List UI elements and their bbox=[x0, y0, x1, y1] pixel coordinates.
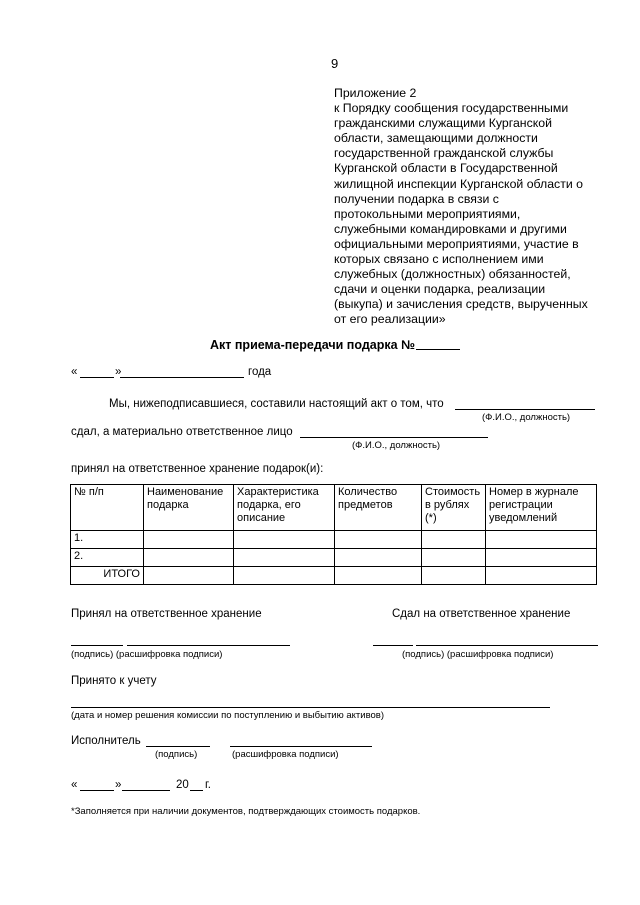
appendix-line: получении подарка в связи с bbox=[334, 191, 499, 206]
appendix-line: которых связано с исполнением ими bbox=[334, 252, 544, 267]
col-header-number: № п/п bbox=[71, 485, 144, 531]
row-number: 1. bbox=[71, 531, 144, 549]
total-label: ИТОГО bbox=[71, 567, 144, 585]
row-number: 2. bbox=[71, 549, 144, 567]
accepted-items-text: принял на ответственное хранение подарок(и): bbox=[71, 463, 324, 475]
total-name-cell[interactable] bbox=[144, 567, 234, 585]
date-day-field[interactable] bbox=[80, 377, 114, 378]
appendix-line: жилищной инспекции Курганской области о bbox=[334, 176, 583, 191]
appendix-line: Приложение 2 bbox=[334, 86, 417, 100]
executor-decode-caption: (расшифровка подписи) bbox=[232, 749, 339, 760]
responsible-text: сдал, а материально ответственное лицо bbox=[71, 426, 293, 438]
accounting-caption: (дата и номер решения комиссии по поступлению и выбытию активов) bbox=[71, 710, 384, 721]
gift-quantity-cell[interactable] bbox=[335, 549, 422, 567]
gift-description-cell[interactable] bbox=[234, 531, 335, 549]
accounting-label: Принято к учету bbox=[71, 675, 157, 687]
gift-name-cell[interactable] bbox=[144, 531, 234, 549]
accepted-signature-field[interactable] bbox=[71, 645, 123, 646]
gift-description-cell[interactable] bbox=[234, 549, 335, 567]
gift-journal-cell[interactable] bbox=[486, 531, 597, 549]
appendix-line: к Порядку сообщения государственными bbox=[334, 101, 569, 116]
table-total-row bbox=[71, 567, 597, 585]
appendix-line: протокольными мероприятиями, bbox=[334, 206, 521, 221]
giver-name-field[interactable] bbox=[455, 409, 595, 410]
appendix-line: (выкупа) и зачисления средств, вырученных bbox=[334, 297, 588, 312]
col-header-journal-number: Номер в журнале регистрации уведомлений bbox=[486, 485, 597, 531]
final-date-open-quote: « bbox=[71, 779, 78, 791]
gift-name-cell[interactable] bbox=[144, 549, 234, 567]
total-description-cell[interactable] bbox=[234, 567, 335, 585]
executor-sign-caption: (подпись) bbox=[155, 749, 198, 760]
receiver-name-field[interactable] bbox=[300, 437, 488, 438]
act-number-field[interactable] bbox=[416, 349, 460, 350]
handed-decoding-field[interactable] bbox=[416, 645, 598, 646]
appendix-line: гражданскими служащими Курганской bbox=[334, 116, 552, 131]
total-cost-cell[interactable] bbox=[422, 567, 486, 585]
gift-cost-cell[interactable] bbox=[422, 531, 486, 549]
executor-label: Исполнитель bbox=[71, 735, 141, 747]
appendix-line: служебных (должностных) обязанностей, bbox=[334, 267, 571, 282]
page-number: 9 bbox=[331, 56, 339, 71]
handed-label: Сдал на ответственное хранение bbox=[392, 608, 571, 620]
date-close-quote: » bbox=[115, 366, 122, 378]
date-year-word: года bbox=[248, 366, 272, 378]
final-date-day-field[interactable] bbox=[80, 790, 114, 791]
table-row bbox=[71, 549, 597, 567]
statement-text: Мы, нижеподписавшиеся, составили настоящий акт о том, что bbox=[109, 398, 444, 410]
commission-decision-field[interactable] bbox=[71, 707, 550, 708]
final-date-year-prefix: 20 bbox=[176, 779, 189, 791]
appendix-line: области, замещающими должности bbox=[334, 131, 538, 146]
handed-signature-field[interactable] bbox=[373, 645, 413, 646]
executor-decoding-field[interactable] bbox=[230, 746, 372, 747]
appendix-line: государственной гражданской службы bbox=[334, 146, 554, 161]
table-row bbox=[71, 531, 597, 549]
accepted-caption: (подпись) (расшифровка подписи) bbox=[71, 649, 223, 660]
act-title: Акт приема-передачи подарка № bbox=[210, 338, 415, 352]
total-journal-cell[interactable] bbox=[486, 567, 597, 585]
total-quantity-cell[interactable] bbox=[335, 567, 422, 585]
gift-quantity-cell[interactable] bbox=[335, 531, 422, 549]
appendix-line: сдачи и оценки подарка, реализации bbox=[334, 282, 546, 297]
giver-caption: (Ф.И.О., должность) bbox=[482, 412, 571, 423]
appendix-line: от его реализации» bbox=[334, 312, 446, 327]
final-date-year-suffix: г. bbox=[205, 779, 211, 791]
final-date-month-field[interactable] bbox=[122, 790, 170, 791]
handed-caption: (подпись) (расшифровка подписи) bbox=[402, 649, 554, 660]
col-header-name: Наименование подарка bbox=[144, 485, 234, 531]
receiver-caption: (Ф.И.О., должность) bbox=[352, 440, 441, 451]
date-month-field[interactable] bbox=[120, 377, 244, 378]
gift-cost-cell[interactable] bbox=[422, 549, 486, 567]
col-header-quantity: Количество предметов bbox=[335, 485, 422, 531]
appendix-line: служебными командировками и другими bbox=[334, 221, 567, 236]
gifts-table bbox=[70, 484, 597, 585]
col-header-cost: Стоимость в рублях (*) bbox=[422, 485, 486, 531]
final-date-year-field[interactable] bbox=[190, 790, 203, 791]
col-header-description: Характеристика подарка, его описание bbox=[234, 485, 335, 531]
table-header-row bbox=[71, 485, 597, 531]
appendix-block bbox=[334, 86, 606, 328]
appendix-line: Курганской области в Государственной bbox=[334, 161, 558, 176]
gift-journal-cell[interactable] bbox=[486, 549, 597, 567]
footnote: *Заполняется при наличии документов, подтверждающих стоимость подарков. bbox=[71, 806, 421, 817]
final-date-close-quote: » bbox=[115, 779, 122, 791]
executor-signature-field[interactable] bbox=[146, 746, 210, 747]
appendix-line: официальными мероприятиями, участие в bbox=[334, 236, 579, 251]
date-open-quote: « bbox=[71, 366, 78, 378]
accepted-decoding-field[interactable] bbox=[127, 645, 290, 646]
accepted-label: Принял на ответственное хранение bbox=[71, 608, 262, 620]
